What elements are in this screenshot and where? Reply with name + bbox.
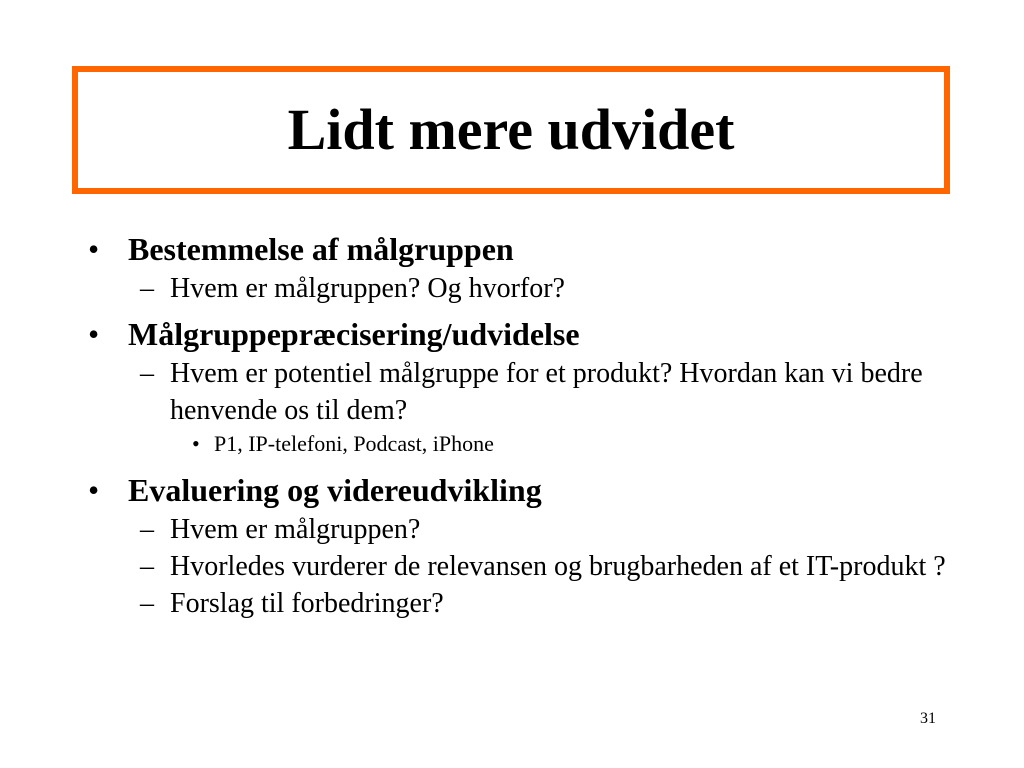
bullet-text: Målgruppepræcisering/udvidelse: [128, 316, 580, 352]
sub-bullet-text: Forslag til forbedringer?: [170, 588, 444, 619]
bullet-text: Evaluering og videreudvikling: [128, 472, 542, 508]
page-number: 31: [920, 710, 936, 727]
sub-sub-bullet-text: P1, IP-telefoni, Podcast, iPhone: [214, 431, 494, 456]
bullet-icon: •: [88, 316, 100, 352]
sub-bullet-item: [0, 585, 1024, 622]
bullet-icon: •: [192, 431, 200, 456]
sub-bullet-text: Hvorledes vurderer de relevansen og brugbarheden af et IT-produkt ?: [170, 551, 946, 582]
bullet-item: [0, 469, 1024, 511]
sub-sub-bullet-item: [0, 429, 1024, 459]
bullet-list: [0, 228, 1024, 622]
sub-bullet-item: [0, 270, 1024, 307]
bullet-icon: •: [88, 472, 100, 508]
title-frame: [72, 66, 950, 194]
dash-icon: –: [140, 514, 154, 545]
sub-bullet-text: Hvem er potentiel målgruppe for et produkt? Hvordan kan vi bedre henvende os til dem?: [170, 358, 923, 426]
dash-icon: –: [140, 273, 154, 304]
bullet-text: Bestemmelse af målgruppen: [128, 231, 514, 267]
sub-bullet-text: Hvem er målgruppen?: [170, 514, 421, 545]
dash-icon: –: [140, 358, 154, 389]
slide-title: Lidt mere udvidet: [287, 97, 735, 162]
sub-bullet-item: [0, 355, 1024, 429]
bullet-item: [0, 313, 1024, 355]
sub-bullet-text: Hvem er målgruppen? Og hvorfor?: [170, 273, 565, 304]
sub-bullet-item: [0, 548, 1024, 585]
sub-bullet-item: [0, 511, 1024, 548]
dash-icon: –: [140, 551, 154, 582]
bullet-icon: •: [88, 231, 100, 267]
dash-icon: –: [140, 588, 154, 619]
bullet-item: [0, 228, 1024, 270]
